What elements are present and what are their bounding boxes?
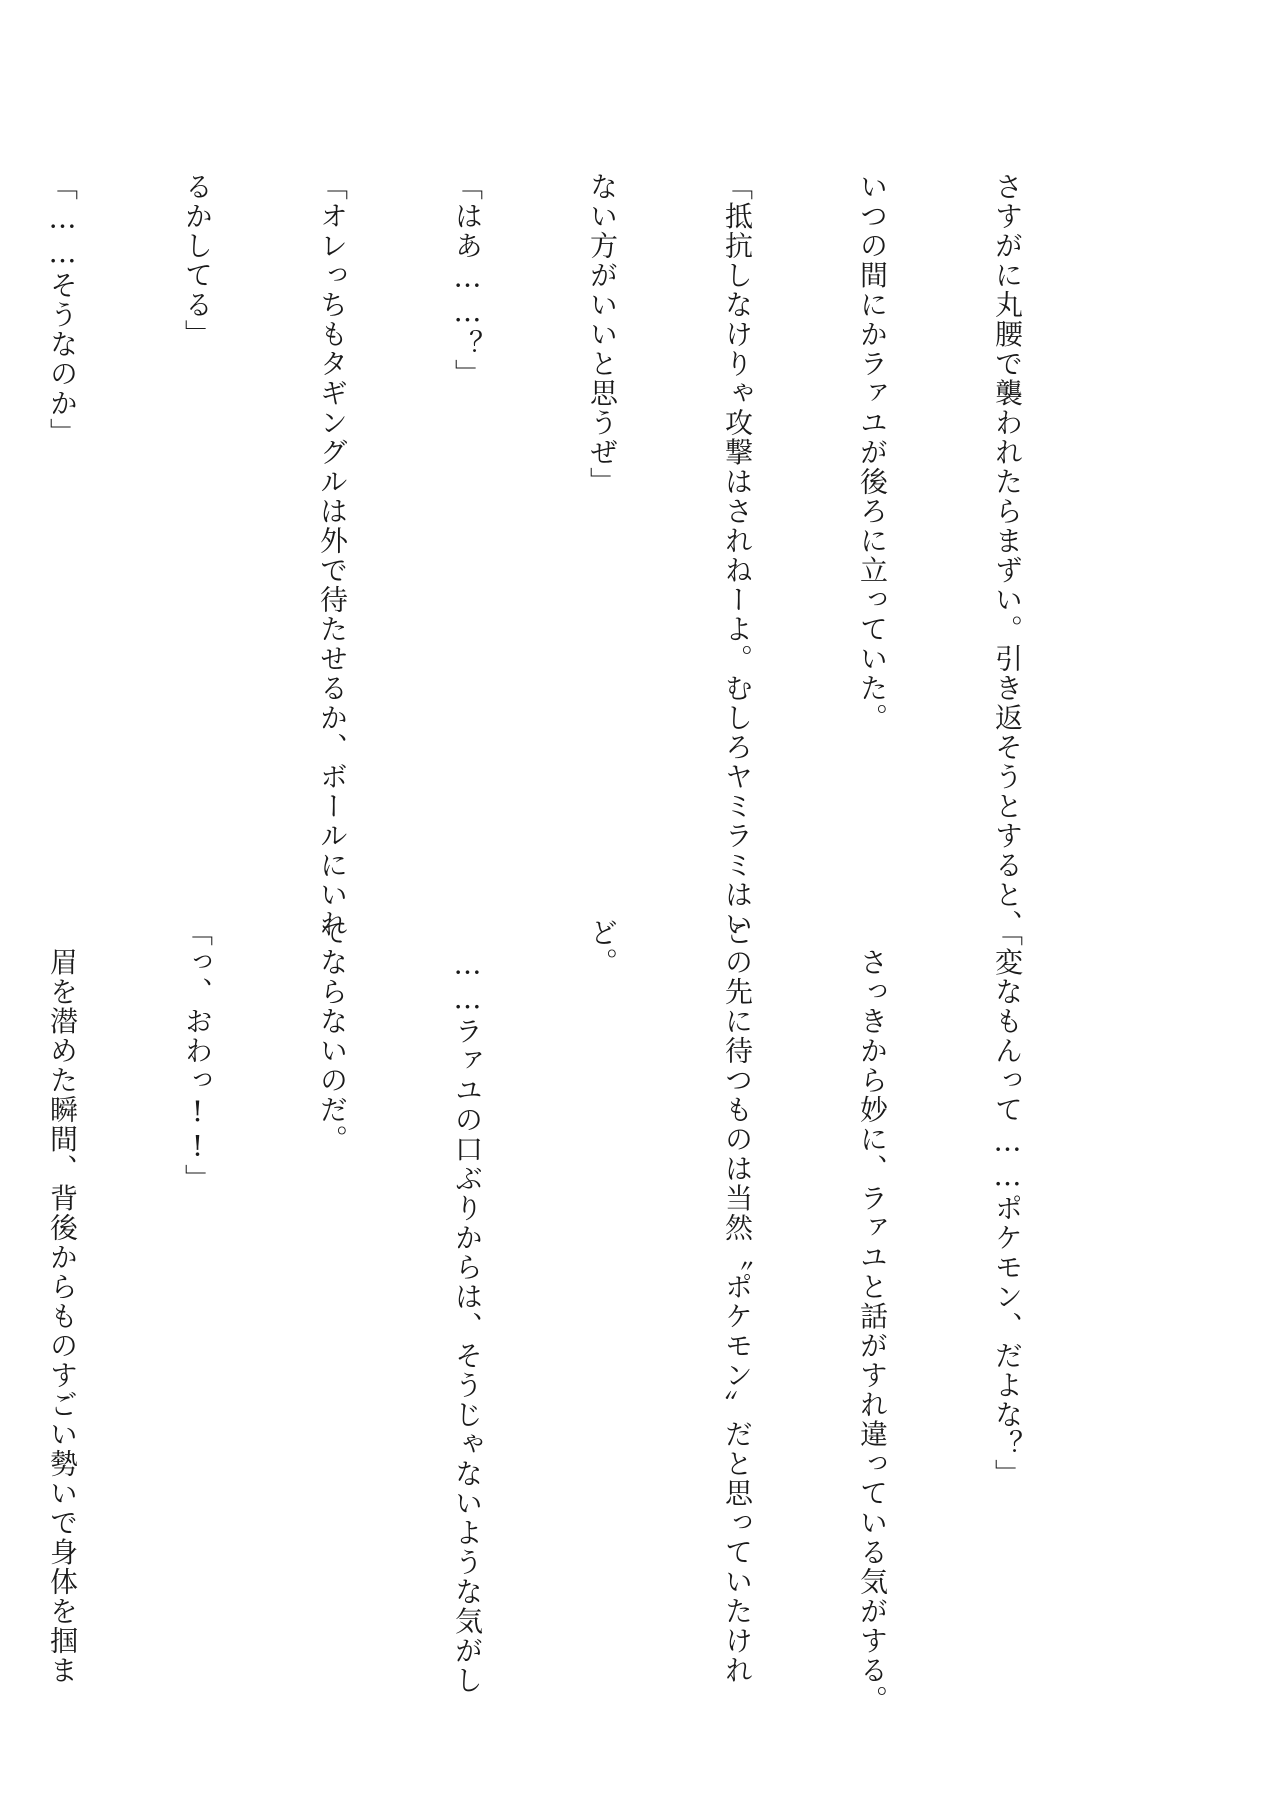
text-line: この先に待つものは当然〝ポケモン〟だと思っていたけれ — [721, 918, 754, 1685]
upper-text-block — [46, 172, 1120, 939]
text-line: いつの間にかラァユが後ろに立っていた。 — [856, 172, 889, 733]
text-line: るかしてる」 — [181, 172, 214, 349]
text-line: 「抵抗しなけりゃ攻撃はされねーよ。むしろヤミラミはい — [721, 172, 754, 939]
text-line: 「オレっちもタギングルは外で待たせるか、ボールにいれ — [316, 172, 349, 939]
text-line: てならないのだ。 — [316, 918, 349, 1154]
text-line: 眉を潜めた瞬間、背後からものすごい勢いで身体を掴ま — [46, 918, 79, 1685]
text-line: さっきから妙に、ラァユと話がすれ違っている気がする。 — [856, 918, 889, 1715]
text-line: ど。 — [586, 918, 619, 977]
text-line: 「……そうなのか」 — [46, 172, 79, 448]
lower-text-block — [46, 918, 1120, 1715]
text-line: ない方がいいと思うぜ」 — [586, 172, 619, 497]
text-line: さすがに丸腰で襲われたらまずい。引き返そうとすると、 — [991, 172, 1024, 939]
text-line: 「変なもんって……ポケモン、だよな？」 — [991, 918, 1024, 1489]
text-line: 「っ、おわっ!!」 — [181, 918, 214, 1194]
text-line: 「はあ……？」 — [451, 172, 484, 389]
text-line: ……ラァユの口ぶりからは、そうじゃないような気がし — [451, 918, 484, 1695]
